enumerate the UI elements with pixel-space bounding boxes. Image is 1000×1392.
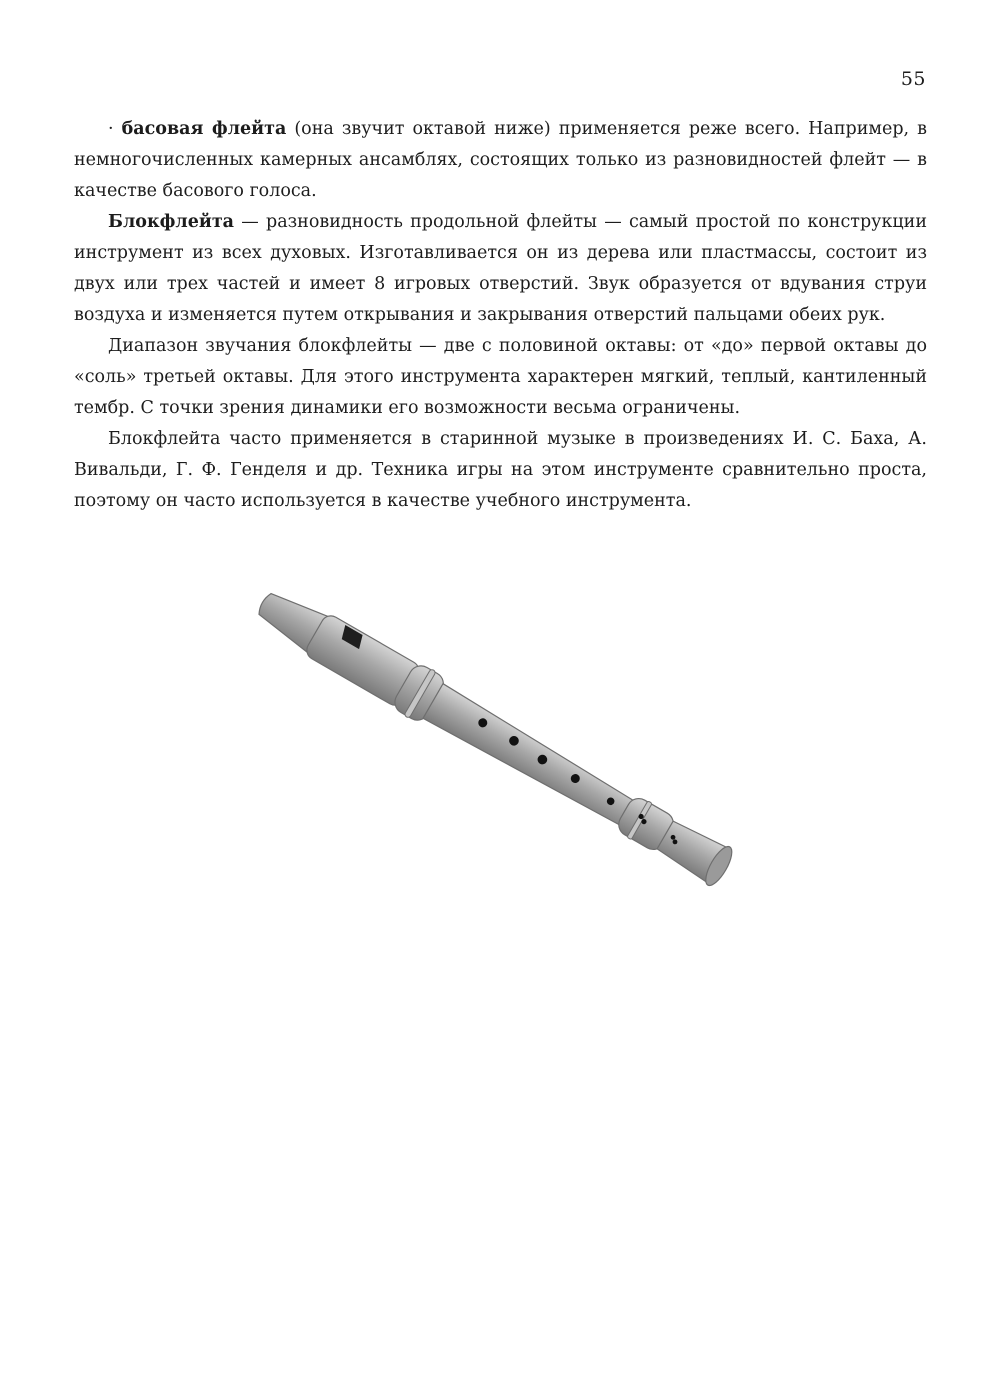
bullet: · <box>108 119 114 139</box>
page-number: 55 <box>900 68 926 90</box>
recorder-body <box>423 684 639 832</box>
paragraph-text: — разновидность продольной флейты — самый простой по конструкции инструмент из всех духовых. Изготавливается он из дерева или пластмассы, состоит из двух или трех частей и имеет 8 игровых отверстий. Звук образуется от вдувания струи воздуха и изменяется путем открывания и закрывания отверстий пальцами обеих рук. <box>74 212 927 325</box>
paragraph-text: Диапазон звучания блокфлейты — две с половиной октавы: от «до» первой октавы до «соль» третьей октавы. Для этого инструмента характерен мягкий, теплый, кантиленный тембр. С точки зрения динамики его возможности весьма ограничены. <box>74 336 927 418</box>
paragraph-text: (она звучит октавой ниже) применяется реже всего. Например, в немногочисленных камерных ансамблях, состоящих только из разновидностей флейт — в качестве басового голоса. <box>74 119 927 201</box>
paragraph-recorder <box>74 207 927 331</box>
body-text <box>74 114 927 517</box>
paragraph-bass-flute <box>74 114 927 207</box>
term-recorder: Блокфлейта <box>108 212 235 232</box>
paragraph-text: Блокфлейта часто применяется в старинной музыке в произведениях И. С. Баха, А. Вивальди, Г. Ф. Генделя и др. Техника игры на этом инструменте сравнительно проста, поэтому он часто используется в качестве учебного инструмента. <box>74 429 927 511</box>
term-bass-flute: басовая флейта <box>121 119 287 139</box>
paragraph-usage <box>74 424 927 517</box>
recorder-illustration <box>245 580 755 900</box>
paragraph-range <box>74 331 927 424</box>
